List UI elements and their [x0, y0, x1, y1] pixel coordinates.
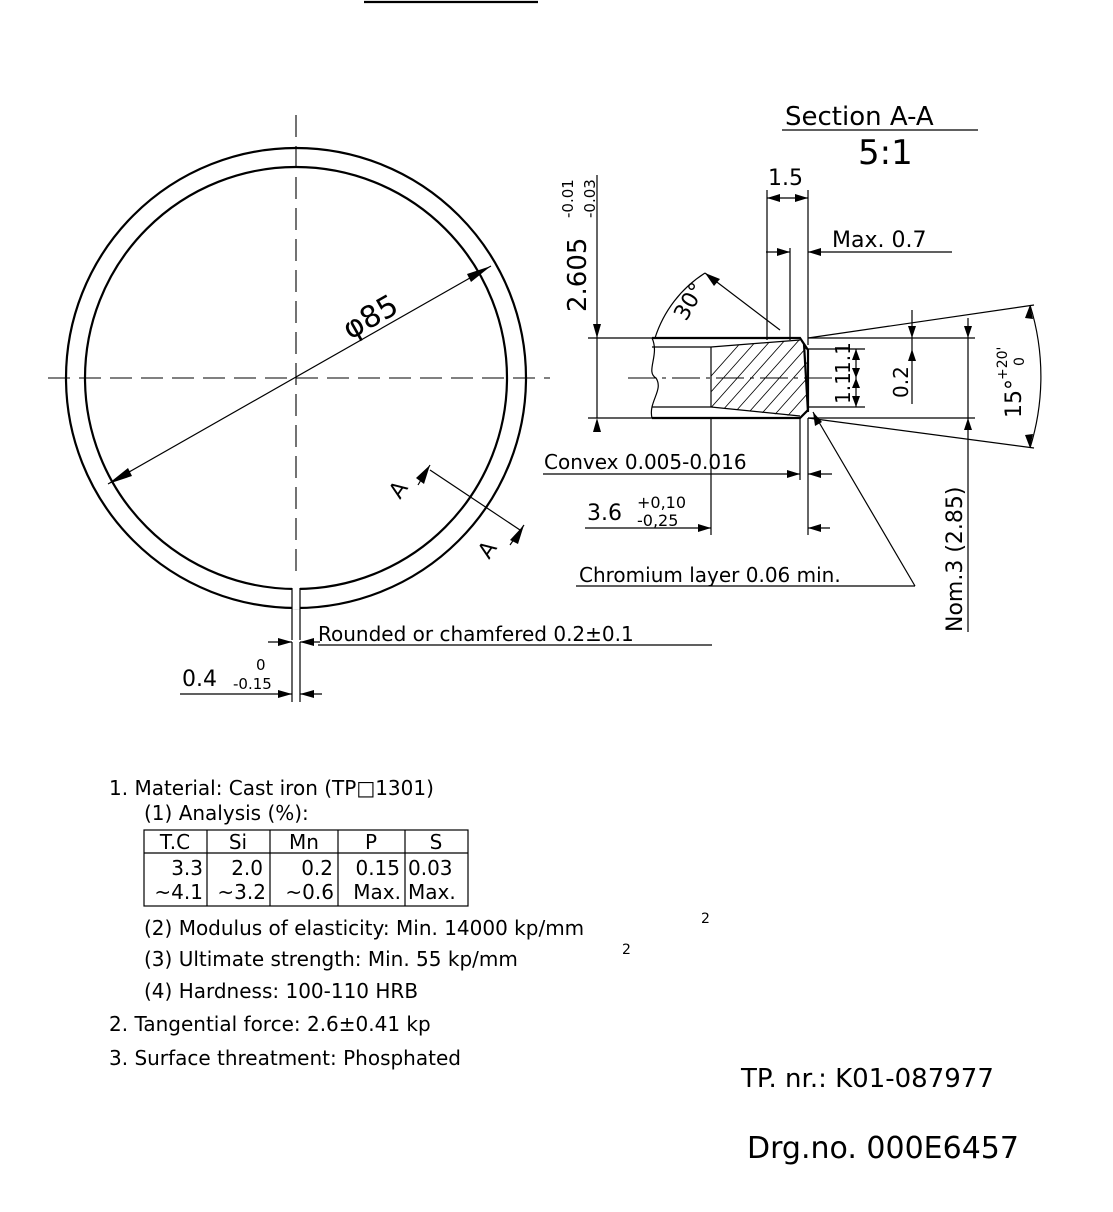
gap-upper: 0	[256, 656, 266, 674]
width-1-5: 1.5	[768, 166, 803, 191]
radial-lower: -0,25	[637, 511, 679, 530]
radial-upper: +0,10	[637, 493, 687, 512]
table-header: T.C	[159, 830, 191, 854]
note-3: 3. Surface threatment: Phosphated	[109, 1046, 461, 1070]
drawing-number: Drg.no. 000E6457	[747, 1131, 1019, 1166]
table-cell: ~0.6	[285, 880, 334, 904]
table-header: P	[364, 830, 378, 854]
diameter-dimension-line	[108, 266, 491, 484]
gap-lower: -0.15	[233, 675, 272, 693]
note-1-4: (4) Hardness: 100-110 HRB	[144, 979, 419, 1003]
taper-lower: 0	[1012, 357, 1028, 366]
diameter-label: φ85	[336, 287, 405, 347]
max-0-7: Max. 0.7	[832, 228, 927, 253]
section-marker-a-bottom: A	[473, 536, 503, 564]
dim-0-2: 0.2	[889, 366, 913, 398]
note-1-2-sup: 2	[701, 911, 710, 927]
note-1-2: (2) Modulus of elasticity: Min. 14000 kp/mm	[144, 916, 585, 940]
taper-nominal: 15°	[1002, 379, 1027, 418]
section-marker-a-top: A	[384, 476, 414, 504]
dim-1-1-top: 1.1	[831, 342, 855, 374]
table-cell: 3.3	[171, 856, 203, 880]
table-cell: Max.	[408, 880, 456, 904]
table-cell: 0.03	[408, 856, 453, 880]
ring-gap	[292, 585, 300, 609]
chromium-note: Chromium layer 0.06 min.	[579, 563, 841, 587]
angle-30: 30°	[669, 278, 711, 325]
table-cell: 2.0	[231, 856, 263, 880]
analysis-table	[144, 830, 468, 906]
table-cell: ~3.2	[217, 880, 266, 904]
tp-number: TP. nr.: K01-087977	[741, 1064, 994, 1094]
table-header: S	[429, 830, 443, 854]
note-1-3: (3) Ultimate strength: Min. 55 kp/mm	[144, 947, 518, 971]
ring-view	[48, 115, 712, 702]
gap-nominal: 0.4	[182, 667, 217, 692]
note-2: 2. Tangential force: 2.6±0.41 kp	[109, 1012, 431, 1036]
table-cell: Max.	[353, 880, 401, 904]
note-1: 1. Material: Cast iron (TP□1301)	[109, 776, 434, 800]
radial-nominal: 3.6	[587, 501, 622, 526]
note-1-3-sup: 2	[622, 942, 631, 958]
section-a-a	[543, 102, 1041, 632]
section-title: Section A-A	[785, 102, 934, 132]
table-header: Mn	[289, 830, 319, 854]
height-upper: -0.01	[559, 179, 577, 218]
table-cell: 0.15	[355, 856, 400, 880]
table-header: Si	[228, 830, 248, 854]
notes	[109, 776, 710, 1070]
height-nominal: 2.605	[563, 237, 593, 312]
nom-dimension: Nom.3 (2.85)	[943, 486, 968, 632]
dim-1-1-bottom: 1.1	[831, 372, 855, 404]
taper-upper: +20'	[995, 346, 1011, 380]
joint-note: Rounded or chamfered 0.2±0.1	[318, 622, 634, 646]
section-scale: 5:1	[858, 133, 913, 173]
height-lower: -0.03	[581, 179, 599, 218]
convex-note: Convex 0.005-0.016	[544, 450, 747, 474]
note-1-1: (1) Analysis (%):	[144, 801, 309, 825]
table-cell: ~4.1	[154, 880, 203, 904]
table-cell: 0.2	[301, 856, 333, 880]
